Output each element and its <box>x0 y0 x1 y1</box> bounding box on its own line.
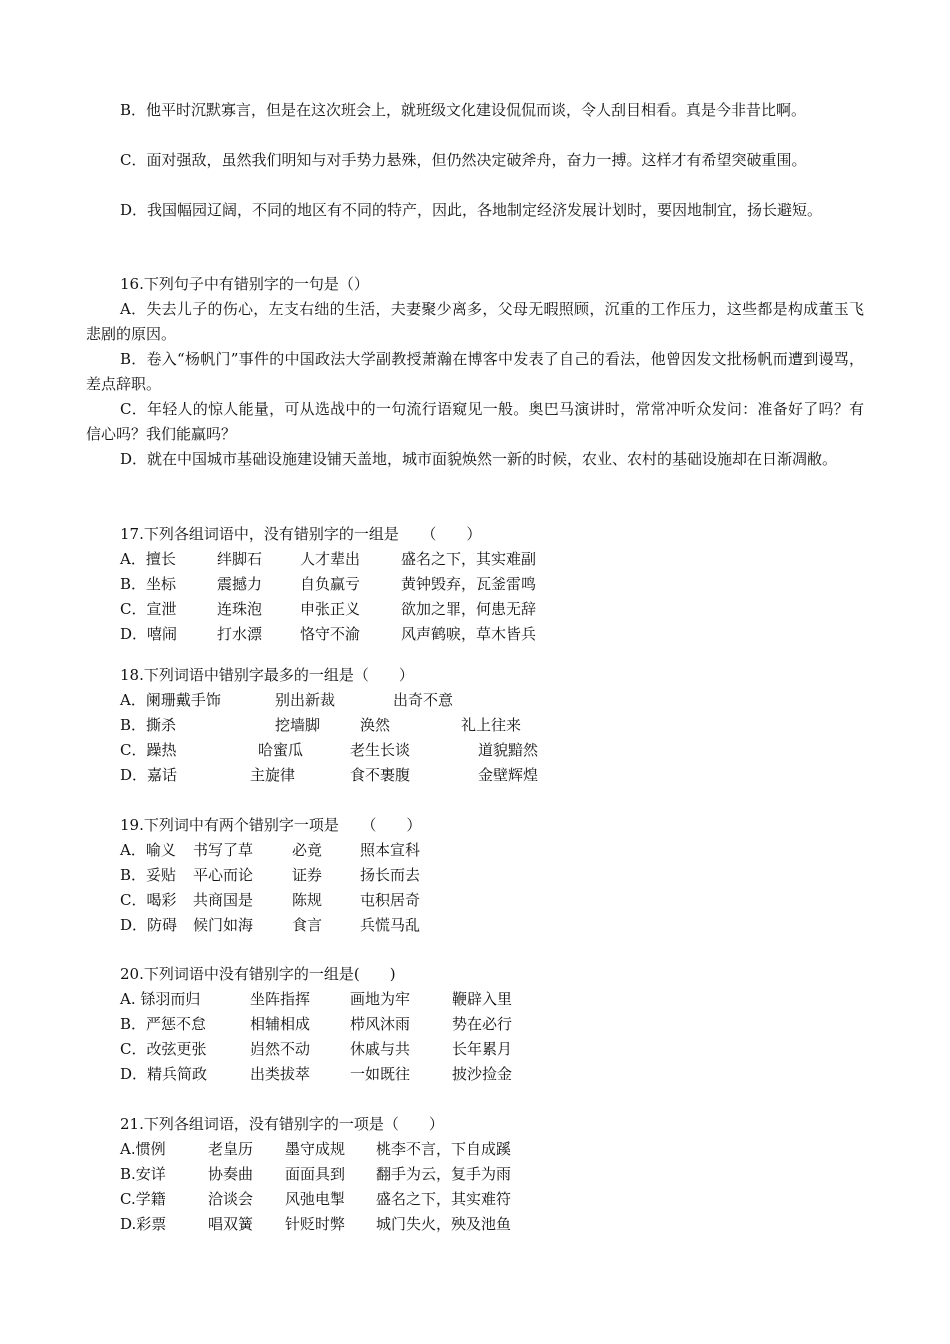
q20-option-b-word: 相辅相成 <box>250 1015 311 1033</box>
q17-option-b-word: 自负赢亏 <box>300 575 361 593</box>
q18-option-b-word: 挖墙脚 <box>275 716 321 734</box>
q18-option-c-word: 哈蜜瓜 <box>258 741 304 759</box>
q21-option-d-word: 唱双簧 <box>208 1215 254 1233</box>
q20-option-c-word: 岿然不动 <box>250 1040 311 1058</box>
q21-option-a-word: 桃李不言，下自成蹊 <box>376 1140 512 1158</box>
q17-option-d-word: 风声鹤唳，草木皆兵 <box>401 625 537 643</box>
q21-option-c-label: C.学籍 <box>120 1190 166 1208</box>
q17-option-c-word: 连珠泡 <box>217 600 263 618</box>
q18-option-b-label: B．撕杀 <box>120 716 177 734</box>
q18-option-a-word: 别出新裁 <box>275 691 336 709</box>
q21-option-a-word: 墨守成规 <box>285 1140 346 1158</box>
q21-option-d-label: D.彩票 <box>120 1215 167 1233</box>
q21-option-b-label: B.安详 <box>120 1165 166 1183</box>
q19-option-d-word: 食言 <box>292 916 323 934</box>
q19-option-a-word: 书写了草 <box>193 841 254 859</box>
q18-option-b-word: 涣然 <box>360 716 391 734</box>
q21-question: 21.下列各组词语，没有错别字的一项是（ ） <box>120 1115 444 1133</box>
q16-option-d: D．就在中国城市基础设施建设铺天盖地，城市面貌焕然一新的时候，农业、农村的基础设施却在日渐凋敝。 <box>120 450 838 468</box>
q15-option-c: C．面对强敌，虽然我们明知与对手势力悬殊，但仍然决定破斧舟，奋力一搏。这样才有希望突破重围。 <box>120 151 807 169</box>
q17-option-a-word: 盛名之下，其实难副 <box>401 550 537 568</box>
q20-option-d-label: D．精兵简政 <box>120 1065 208 1083</box>
q20-option-a-word: 鞭辟入里 <box>452 990 513 1008</box>
q18-option-d-word: 主旋律 <box>250 766 296 784</box>
q18-option-a-word: 出奇不意 <box>393 691 454 709</box>
q21-option-b-word: 翻手为云，复手为雨 <box>376 1165 512 1183</box>
q18-option-b-word: 礼上往来 <box>461 716 522 734</box>
q17-option-d-word: 恪守不渝 <box>300 625 361 643</box>
q21-option-a-word: 老皇历 <box>208 1140 254 1158</box>
q20-question: 20.下列词语中没有错别字的一组是( ) <box>120 965 396 983</box>
q21-option-d-word: 城门失火，殃及池鱼 <box>376 1215 512 1233</box>
q17-option-b-label: B．坐标 <box>120 575 177 593</box>
q20-option-d-word: 出类拔萃 <box>250 1065 311 1083</box>
q18-option-d-label: D．嘉话 <box>120 766 178 784</box>
q16-option-c: C．年轻人的惊人能量，可从选战中的一句流行语窥见一般。奥巴马演讲时，常常冲听众发问：准备好了吗？有信心吗？我们能赢吗？ <box>86 400 864 443</box>
q16-option-a: A．失去儿子的伤心，左支右绌的生活，夫妻聚少离多，父母无暇照顾，沉重的工作压力，这些都是构成董玉飞悲剧的原因。 <box>86 300 864 343</box>
q18-option-d-word: 食不裹腹 <box>350 766 411 784</box>
q17-option-d-word: 打水漂 <box>217 625 263 643</box>
q20-option-c-label: C．改弦更张 <box>120 1040 207 1058</box>
q19-option-b-word: 证券 <box>292 866 323 884</box>
q17-option-c-word: 申张正义 <box>300 600 361 618</box>
q19-option-d-word: 候门如海 <box>193 916 254 934</box>
q21-option-c-word: 盛名之下，其实难符 <box>376 1190 512 1208</box>
q18-option-d-word: 金壁辉煌 <box>478 766 539 784</box>
q17-option-b-word: 黄钟毁弃，瓦釜雷鸣 <box>401 575 537 593</box>
q17-option-c-label: C．宣泄 <box>120 600 177 618</box>
q16-question: 16.下列句子中有错别字的一句是（） <box>120 275 369 293</box>
q19-option-b-word: 平心而论 <box>193 866 254 884</box>
q19-option-b-word: 扬长而去 <box>360 866 421 884</box>
q18-option-a-label: A．阑珊戴手饰 <box>120 691 221 709</box>
q20-option-c-word: 休戚与共 <box>350 1040 411 1058</box>
q16-option-b: B．卷入“杨帆门”事件的中国政法大学副教授萧瀚在博客中发表了自己的看法，他曾因发文批杨帆而遭到谩骂，差点辞职。 <box>86 350 864 393</box>
q18-question: 18.下列词语中错别字最多的一组是（ ） <box>120 666 414 684</box>
q21-option-b-word: 面面具到 <box>285 1165 346 1183</box>
q17-question: 17.下列各组词语中，没有错别字的一组是 （ ） <box>120 525 482 543</box>
q15-option-d: D．我国幅园辽阔，不同的地区有不同的特产，因此，各地制定经济发展计划时，要因地制宜，扬长避短。 <box>120 201 823 219</box>
q21-option-c-word: 洽谈会 <box>208 1190 254 1208</box>
q20-option-d-word: 披沙捡金 <box>452 1065 513 1083</box>
q19-option-a-label: A．喻义 <box>120 841 176 859</box>
q21-option-b-word: 协奏曲 <box>208 1165 254 1183</box>
q20-option-a-word: 画地为牢 <box>350 990 411 1008</box>
q20-option-c-word: 长年累月 <box>452 1040 513 1058</box>
q19-option-d-word: 兵慌马乱 <box>360 916 421 934</box>
q17-option-d-label: D．嘻闹 <box>120 625 178 643</box>
q17-option-c-word: 欲加之罪，何患无辞 <box>401 600 537 618</box>
q17-option-a-word: 绊脚石 <box>217 550 263 568</box>
q20-option-a-word: 坐阵指挥 <box>250 990 311 1008</box>
q21-option-c-word: 风弛电掣 <box>285 1190 346 1208</box>
q19-option-b-label: B．妥贴 <box>120 866 177 884</box>
q20-option-d-word: 一如既往 <box>350 1065 411 1083</box>
q19-option-c-word: 陈规 <box>292 891 323 909</box>
q18-option-c-word: 道貌黯然 <box>478 741 539 759</box>
q18-option-c-word: 老生长谈 <box>350 741 411 759</box>
q21-option-d-word: 针贬时弊 <box>285 1215 346 1233</box>
q20-option-b-word: 栉风沐雨 <box>350 1015 411 1033</box>
q20-option-a-label: A. 铩羽而归 <box>120 990 201 1008</box>
q15-option-b: B．他平时沉默寡言，但是在这次班会上，就班级文化建设侃侃而谈，令人刮目相看。真是今非昔比啊。 <box>120 101 807 119</box>
q17-option-a-word: 人才辈出 <box>300 550 361 568</box>
q19-option-c-word: 共商国是 <box>193 891 254 909</box>
q17-option-b-word: 震撼力 <box>217 575 263 593</box>
q19-option-a-word: 照本宣科 <box>360 841 421 859</box>
q17-option-a-label: A．擅长 <box>120 550 176 568</box>
q19-question: 19.下列词中有两个错别字一项是 （ ） <box>120 816 422 834</box>
q20-option-b-label: B．严惩不怠 <box>120 1015 207 1033</box>
q18-option-c-label: C．躁热 <box>120 741 177 759</box>
q20-option-b-word: 势在必行 <box>452 1015 513 1033</box>
q19-option-c-word: 屯积居奇 <box>360 891 421 909</box>
q21-option-a-label: A.惯例 <box>120 1140 166 1158</box>
q19-option-c-label: C．喝彩 <box>120 891 177 909</box>
q19-option-d-label: D．防碍 <box>120 916 178 934</box>
q19-option-a-word: 必竟 <box>292 841 323 859</box>
